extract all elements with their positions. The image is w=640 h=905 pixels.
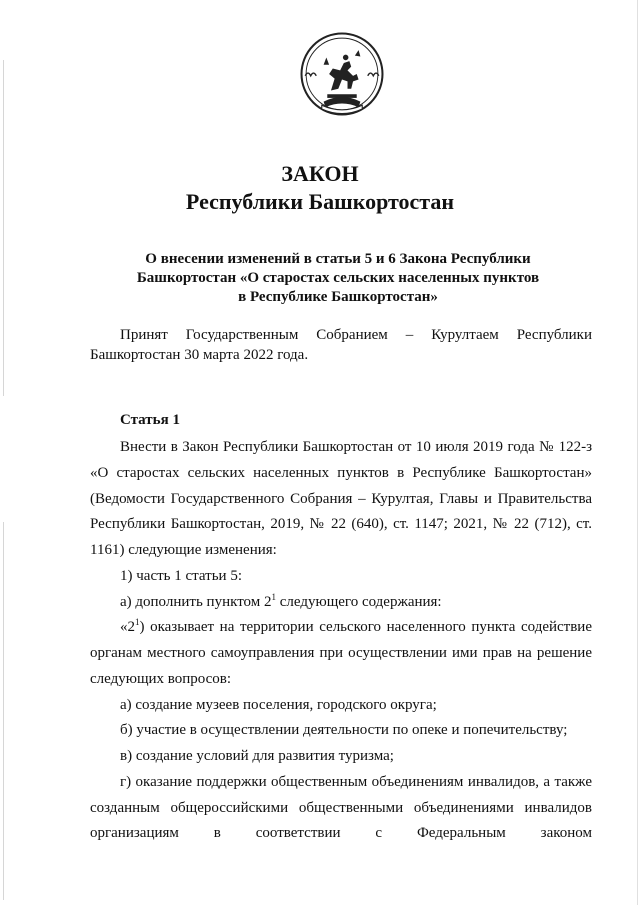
quoted-point-text: ) оказывает на территории сельского населенного пункта содействие органам местного самоуправления при осуществлении ими прав на решение следующих вопросов: [90,619,592,687]
law-subject [120,250,556,307]
subject-line-1: О внесении изменений в статьи 5 и 6 Закона Республики [145,251,531,267]
article-heading: Статья 1 [120,412,180,428]
law-title: ЗАКОН [281,161,359,186]
law-subtitle: Республики Башкортостан [185,189,455,214]
bashkortostan-emblem-icon [296,28,388,120]
article-body [90,435,592,847]
item-a-superscript: 1 [271,591,277,602]
item-a [90,590,592,616]
subitem-c: в) создание условий для развития туризма; [120,748,394,764]
quoted-point-open: «2 [120,619,135,636]
article-intro: Внести в Закон Республики Башкортостан от 10 июля 2019 года № 122-з «О старостах сельских населенных пунктов в Республике Башкортостан» (Ведомости Государственного Собрания – Курултая, Главы и Правительства Республики Башкортостан, 2019, № 22 (640), ст. 1147; 2021, № 22 (712), ст. 1161) следующие изменения: [90,439,592,558]
item-a-text: а) дополнить пунктом 2 [120,593,272,610]
subitem-a: а) создание музеев поселения, городского округа; [120,696,437,713]
subject-line-2: Башкортостан «О старостах сельских населенных пунктов [136,270,540,286]
subitem-b: б) участие в осуществлении деятельности по опеке и попечительству; [120,722,568,739]
adoption-note: Принят Государственным Собранием – Курултаем Республики Башкортостан 30 марта 2022 года. [90,327,592,363]
quoted-point-superscript: 1 [135,617,140,628]
item-1: 1) часть 1 статьи 5: [120,567,243,584]
item-a-text-end: следующего содержания: [276,593,442,610]
subitem-d: г) оказание поддержки общественным объединениям инвалидов, а также созданным общероссийскими общественными объединениями инвалидов организациям в соответствии с Федеральным законом [90,773,592,842]
subject-line-3: в Республике Башкортостан» [238,289,438,305]
scan-edge-right [637,0,638,905]
quoted-point [90,615,592,692]
